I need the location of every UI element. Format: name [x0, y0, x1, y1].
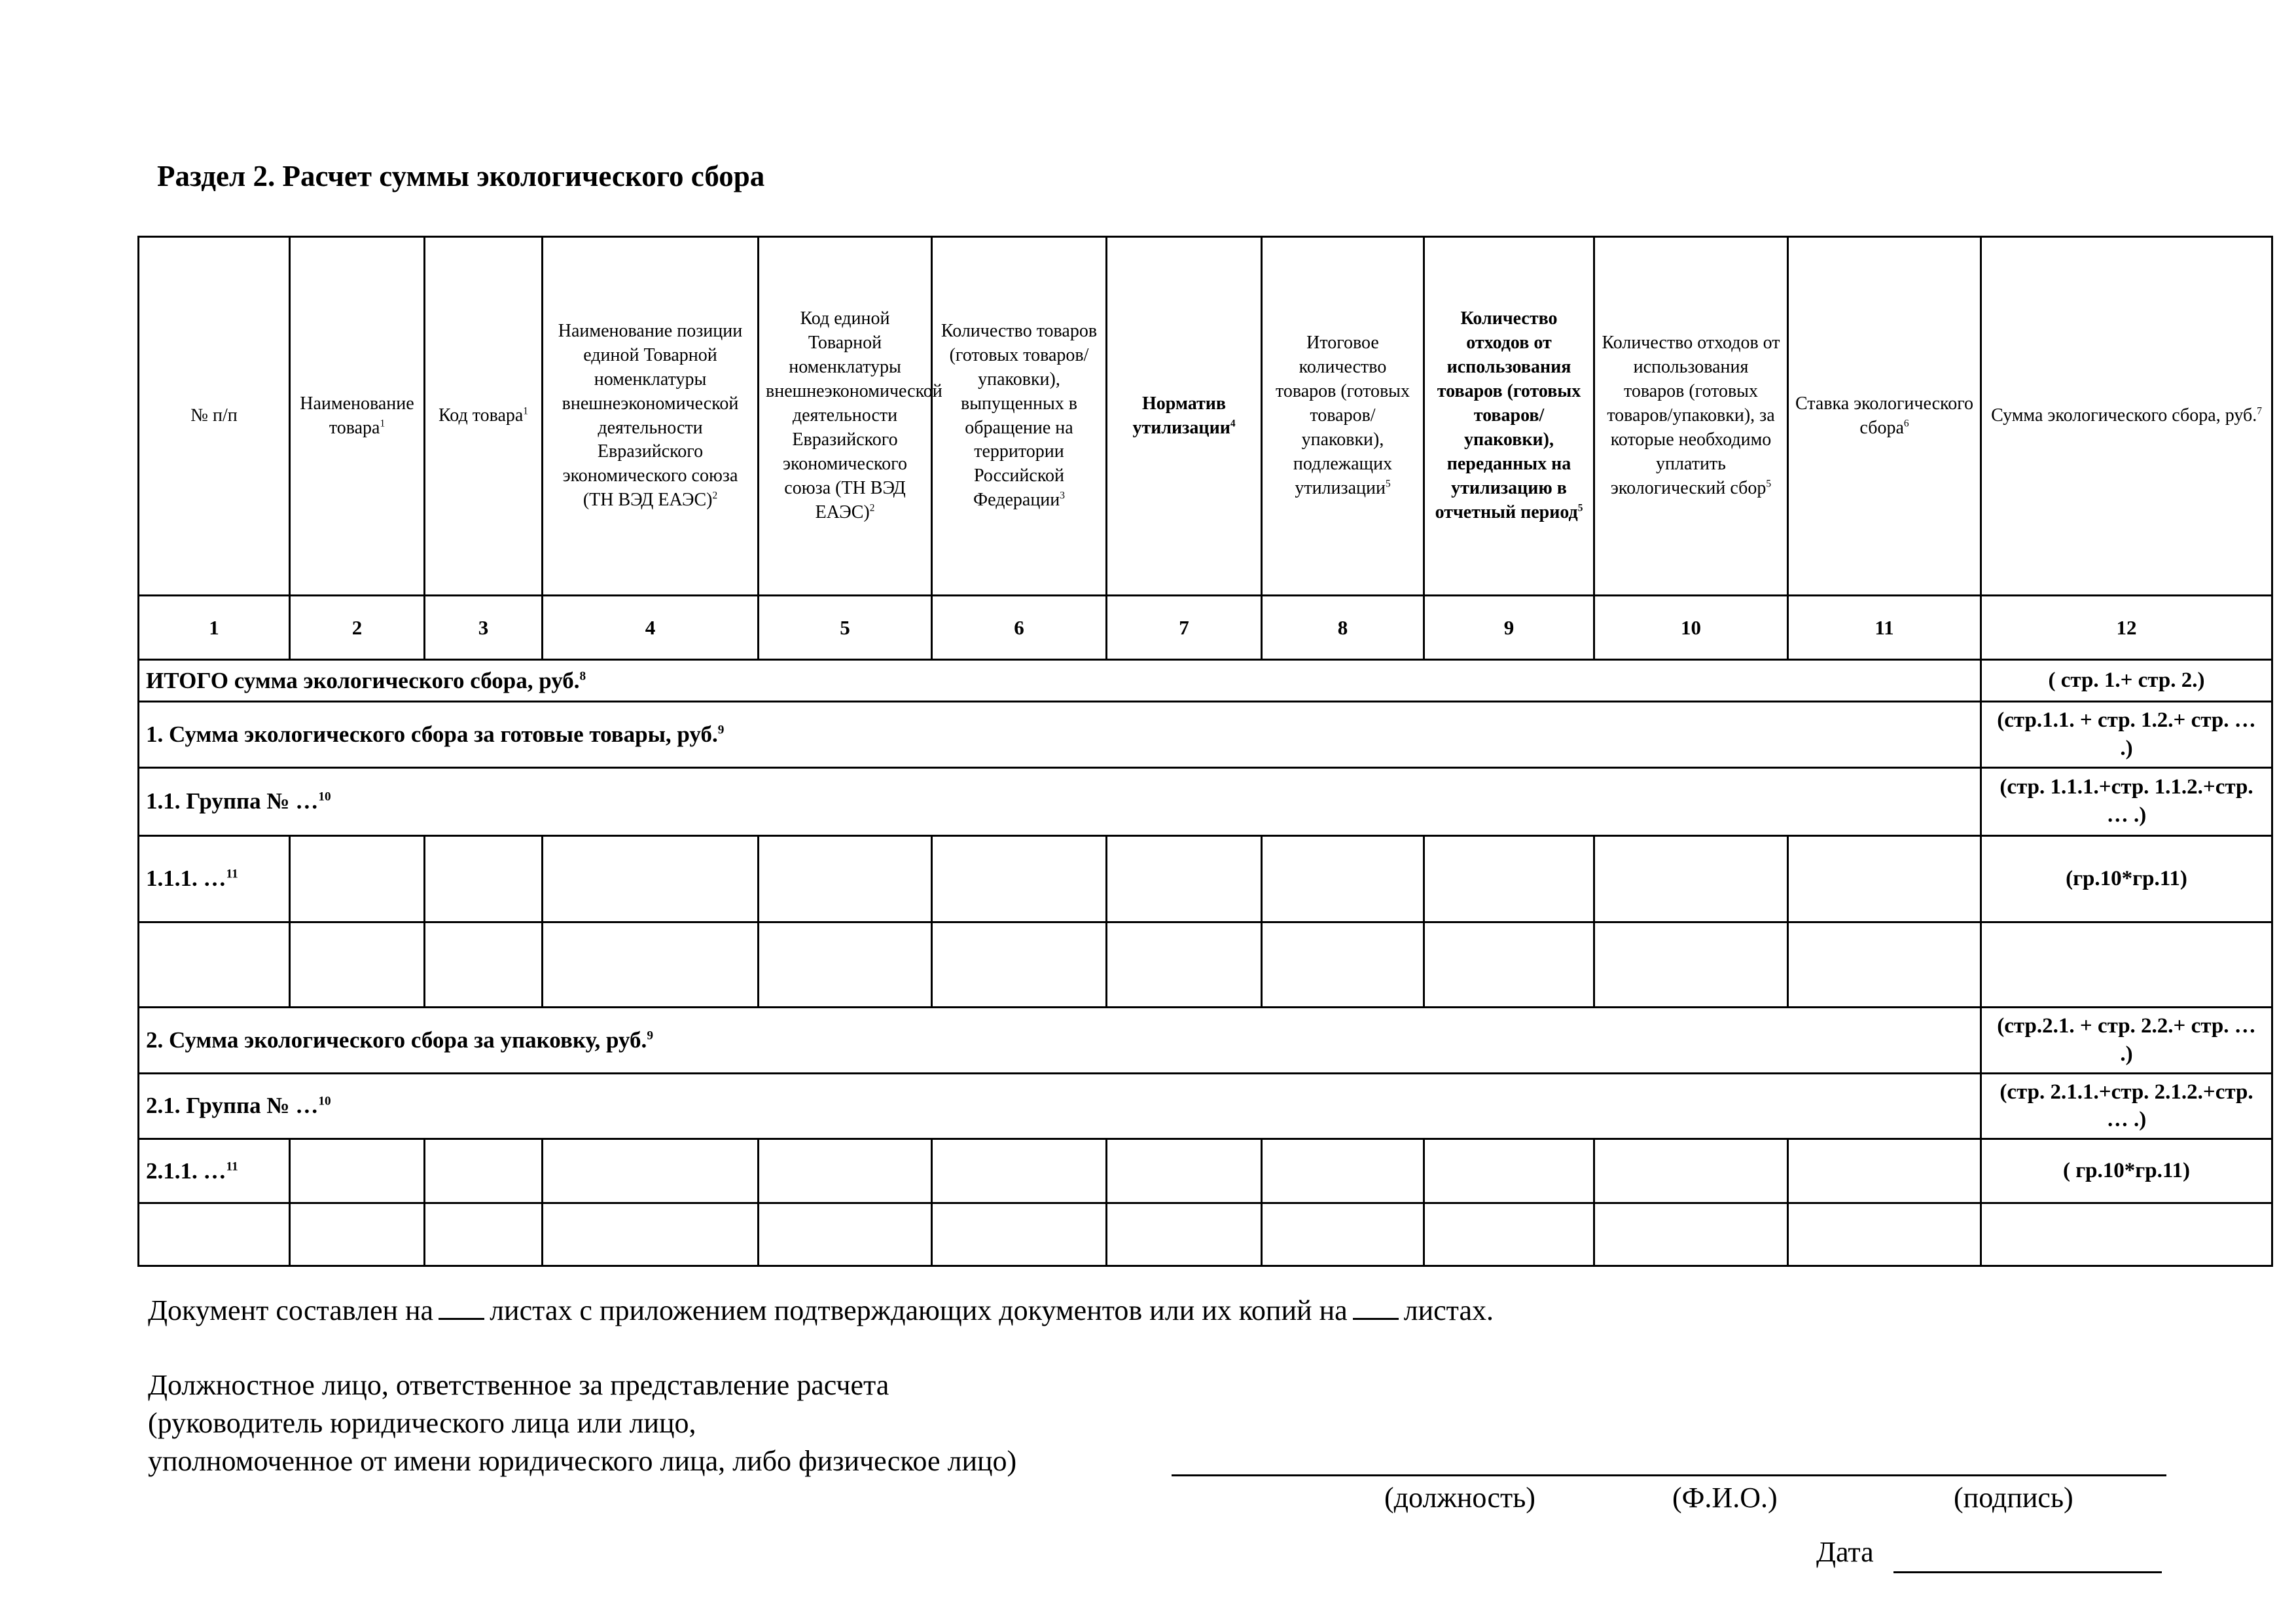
- col-number: 7: [1107, 596, 1262, 660]
- input-cell[interactable]: [1424, 922, 1594, 1007]
- signature-line[interactable]: [1172, 1474, 2166, 1476]
- input-cell[interactable]: [932, 835, 1107, 922]
- pack-row: [139, 1007, 2272, 1073]
- input-cell[interactable]: [425, 1203, 543, 1266]
- col-number: 12: [1981, 596, 2272, 660]
- eco-fee-table: [137, 236, 2273, 1267]
- input-cell[interactable]: [1262, 835, 1424, 922]
- input-cell[interactable]: [543, 1203, 759, 1266]
- input-cell[interactable]: [1262, 1139, 1424, 1203]
- input-cell[interactable]: [1424, 1139, 1594, 1203]
- official-line-1: Должностное лицо, ответственное за представление расчета: [148, 1369, 889, 1401]
- input-cell[interactable]: [543, 835, 759, 922]
- caption-name: (Ф.И.О.): [1672, 1482, 1778, 1514]
- col-header-8: Итоговое количество товаров (готовых товаров/упаковки), подлежащих утилизации$^5$: [1262, 237, 1424, 596]
- input-cell[interactable]: [290, 1203, 425, 1266]
- col-header-11: Ставка экологического сбора$^6$: [1788, 237, 1981, 596]
- goods-formula: (стр.1.1. + стр. 1.2.+ стр. … .): [1981, 702, 2272, 768]
- goods-group-label: 1.1. Группа № …$^{10}$: [139, 767, 1981, 835]
- col-number: 11: [1788, 596, 1981, 660]
- input-cell[interactable]: [1788, 1139, 1981, 1203]
- input-cell[interactable]: [1424, 1203, 1594, 1266]
- input-cell[interactable]: [290, 1139, 425, 1203]
- pack-item-formula: ( гр.10*гр.11): [1981, 1139, 2272, 1203]
- input-cell[interactable]: [1107, 1203, 1262, 1266]
- caption-position: (должность): [1384, 1482, 1535, 1514]
- input-cell[interactable]: [1424, 835, 1594, 922]
- document-pages-statement: Документ составлен на листах с приложением подтверждающих документов или их копий на листах.: [148, 1294, 1494, 1326]
- col-number: 6: [932, 596, 1107, 660]
- input-cell[interactable]: [759, 1139, 932, 1203]
- input-cell[interactable]: [932, 1203, 1107, 1266]
- input-cell[interactable]: [759, 835, 932, 922]
- pages-blank[interactable]: [439, 1293, 484, 1320]
- input-cell[interactable]: [425, 1139, 543, 1203]
- total-row: [139, 660, 2272, 702]
- input-cell[interactable]: [1594, 922, 1788, 1007]
- input-cell[interactable]: [1262, 922, 1424, 1007]
- col-header-2: Наименование товара$^1$: [290, 237, 425, 596]
- input-cell[interactable]: [425, 835, 543, 922]
- input-cell[interactable]: [1107, 835, 1262, 922]
- input-cell[interactable]: [1594, 835, 1788, 922]
- total-formula: ( стр. 1.+ стр. 2.): [1981, 660, 2272, 702]
- goods-group-formula: (стр. 1.1.1.+стр. 1.1.2.+стр. … .): [1981, 767, 2272, 835]
- col-header-1: № п/п: [139, 237, 290, 596]
- input-cell[interactable]: [1262, 1203, 1424, 1266]
- col-number: 10: [1594, 596, 1788, 660]
- input-cell[interactable]: [1981, 922, 2272, 1007]
- official-line-3: уполномоченное от имени юридического лица, либо физическое лицо): [148, 1445, 1017, 1477]
- col-number: 8: [1262, 596, 1424, 660]
- empty-row: [139, 922, 2272, 1007]
- pack-label: 2. Сумма экологического сбора за упаковку, руб.$^9$: [139, 1007, 1981, 1073]
- pack-group-formula: (стр. 2.1.1.+стр. 2.1.2.+стр. … .): [1981, 1073, 2272, 1139]
- col-header-4: Наименование позиции единой Товарной номенклатуры внешнеэкономической деятельности Евразийского экономического союза (ТН ВЭД ЕАЭС)$^2$: [543, 237, 759, 596]
- column-number-row: [139, 596, 2272, 660]
- input-cell[interactable]: [543, 922, 759, 1007]
- attachment-pages-blank[interactable]: [1353, 1293, 1399, 1320]
- col-number: 4: [543, 596, 759, 660]
- col-header-10: Количество отходов от использования товаров (готовых товаров/упаковки), за которые необходимо уплатить экологический сбор$^5$: [1594, 237, 1788, 596]
- pack-group-label: 2.1. Группа № …$^{10}$: [139, 1073, 1981, 1139]
- goods-item-row: [139, 835, 2272, 922]
- pack-item-label: 2.1.1. …$^{11}$: [139, 1139, 290, 1203]
- col-header-7: Норматив утилизации$^4$: [1107, 237, 1262, 596]
- empty-row: [139, 1203, 2272, 1266]
- col-header-3: Код товара$^1$: [425, 237, 543, 596]
- date-line[interactable]: [1893, 1571, 2162, 1573]
- input-cell[interactable]: [1788, 922, 1981, 1007]
- goods-group-row: [139, 767, 2272, 835]
- col-number: 2: [290, 596, 425, 660]
- pack-item-row: [139, 1139, 2272, 1203]
- goods-row: [139, 702, 2272, 768]
- col-number: 3: [425, 596, 543, 660]
- col-header-12: Сумма экологического сбора, руб.$^7$: [1981, 237, 2272, 596]
- input-cell[interactable]: [1788, 1203, 1981, 1266]
- input-cell[interactable]: [1107, 1139, 1262, 1203]
- input-cell[interactable]: [290, 922, 425, 1007]
- col-header-5: Код единой Товарной номенклатуры внешнеэкономической деятельности Евразийского экономического союза (ТН ВЭД ЕАЭС)$^2$: [759, 237, 932, 596]
- col-number: 9: [1424, 596, 1594, 660]
- input-cell[interactable]: [1594, 1139, 1788, 1203]
- input-cell[interactable]: [759, 1203, 932, 1266]
- goods-item-label: 1.1.1. …$^{11}$: [139, 835, 290, 922]
- section-title: Раздел 2. Расчет суммы экологического сбора: [157, 160, 765, 192]
- input-cell[interactable]: [1107, 922, 1262, 1007]
- input-cell[interactable]: [290, 835, 425, 922]
- date-label: Дата: [1816, 1536, 1874, 1568]
- col-number: 5: [759, 596, 932, 660]
- input-cell[interactable]: [932, 922, 1107, 1007]
- input-cell[interactable]: [1594, 1203, 1788, 1266]
- col-number: 1: [139, 596, 290, 660]
- input-cell[interactable]: [543, 1139, 759, 1203]
- input-cell[interactable]: [1981, 1203, 2272, 1266]
- goods-label: 1. Сумма экологического сбора за готовые товары, руб.$^9$: [139, 702, 1981, 768]
- input-cell[interactable]: [139, 1203, 290, 1266]
- col-header-6: Количество товаров (готовых товаров/упаковки), выпущенных в обращение на территории Российской Федерации$^3$: [932, 237, 1107, 596]
- goods-item-formula: (гр.10*гр.11): [1981, 835, 2272, 922]
- input-cell[interactable]: [1788, 835, 1981, 922]
- total-label: ИТОГО сумма экологического сбора, руб.$^8$: [139, 660, 1981, 702]
- pack-group-row: [139, 1073, 2272, 1139]
- col-header-9: Количество отходов от использования товаров (готовых товаров/упаковки), переданных на утилизацию в отчетный период$^5$: [1424, 237, 1594, 596]
- input-cell[interactable]: [759, 922, 932, 1007]
- input-cell[interactable]: [425, 922, 543, 1007]
- official-line-2: (руководитель юридического лица или лицо,: [148, 1407, 696, 1439]
- pack-formula: (стр.2.1. + стр. 2.2.+ стр. … .): [1981, 1007, 2272, 1073]
- header-row: [139, 237, 2272, 596]
- input-cell[interactable]: [139, 922, 290, 1007]
- caption-signature: (подпись): [1954, 1482, 2073, 1514]
- input-cell[interactable]: [932, 1139, 1107, 1203]
